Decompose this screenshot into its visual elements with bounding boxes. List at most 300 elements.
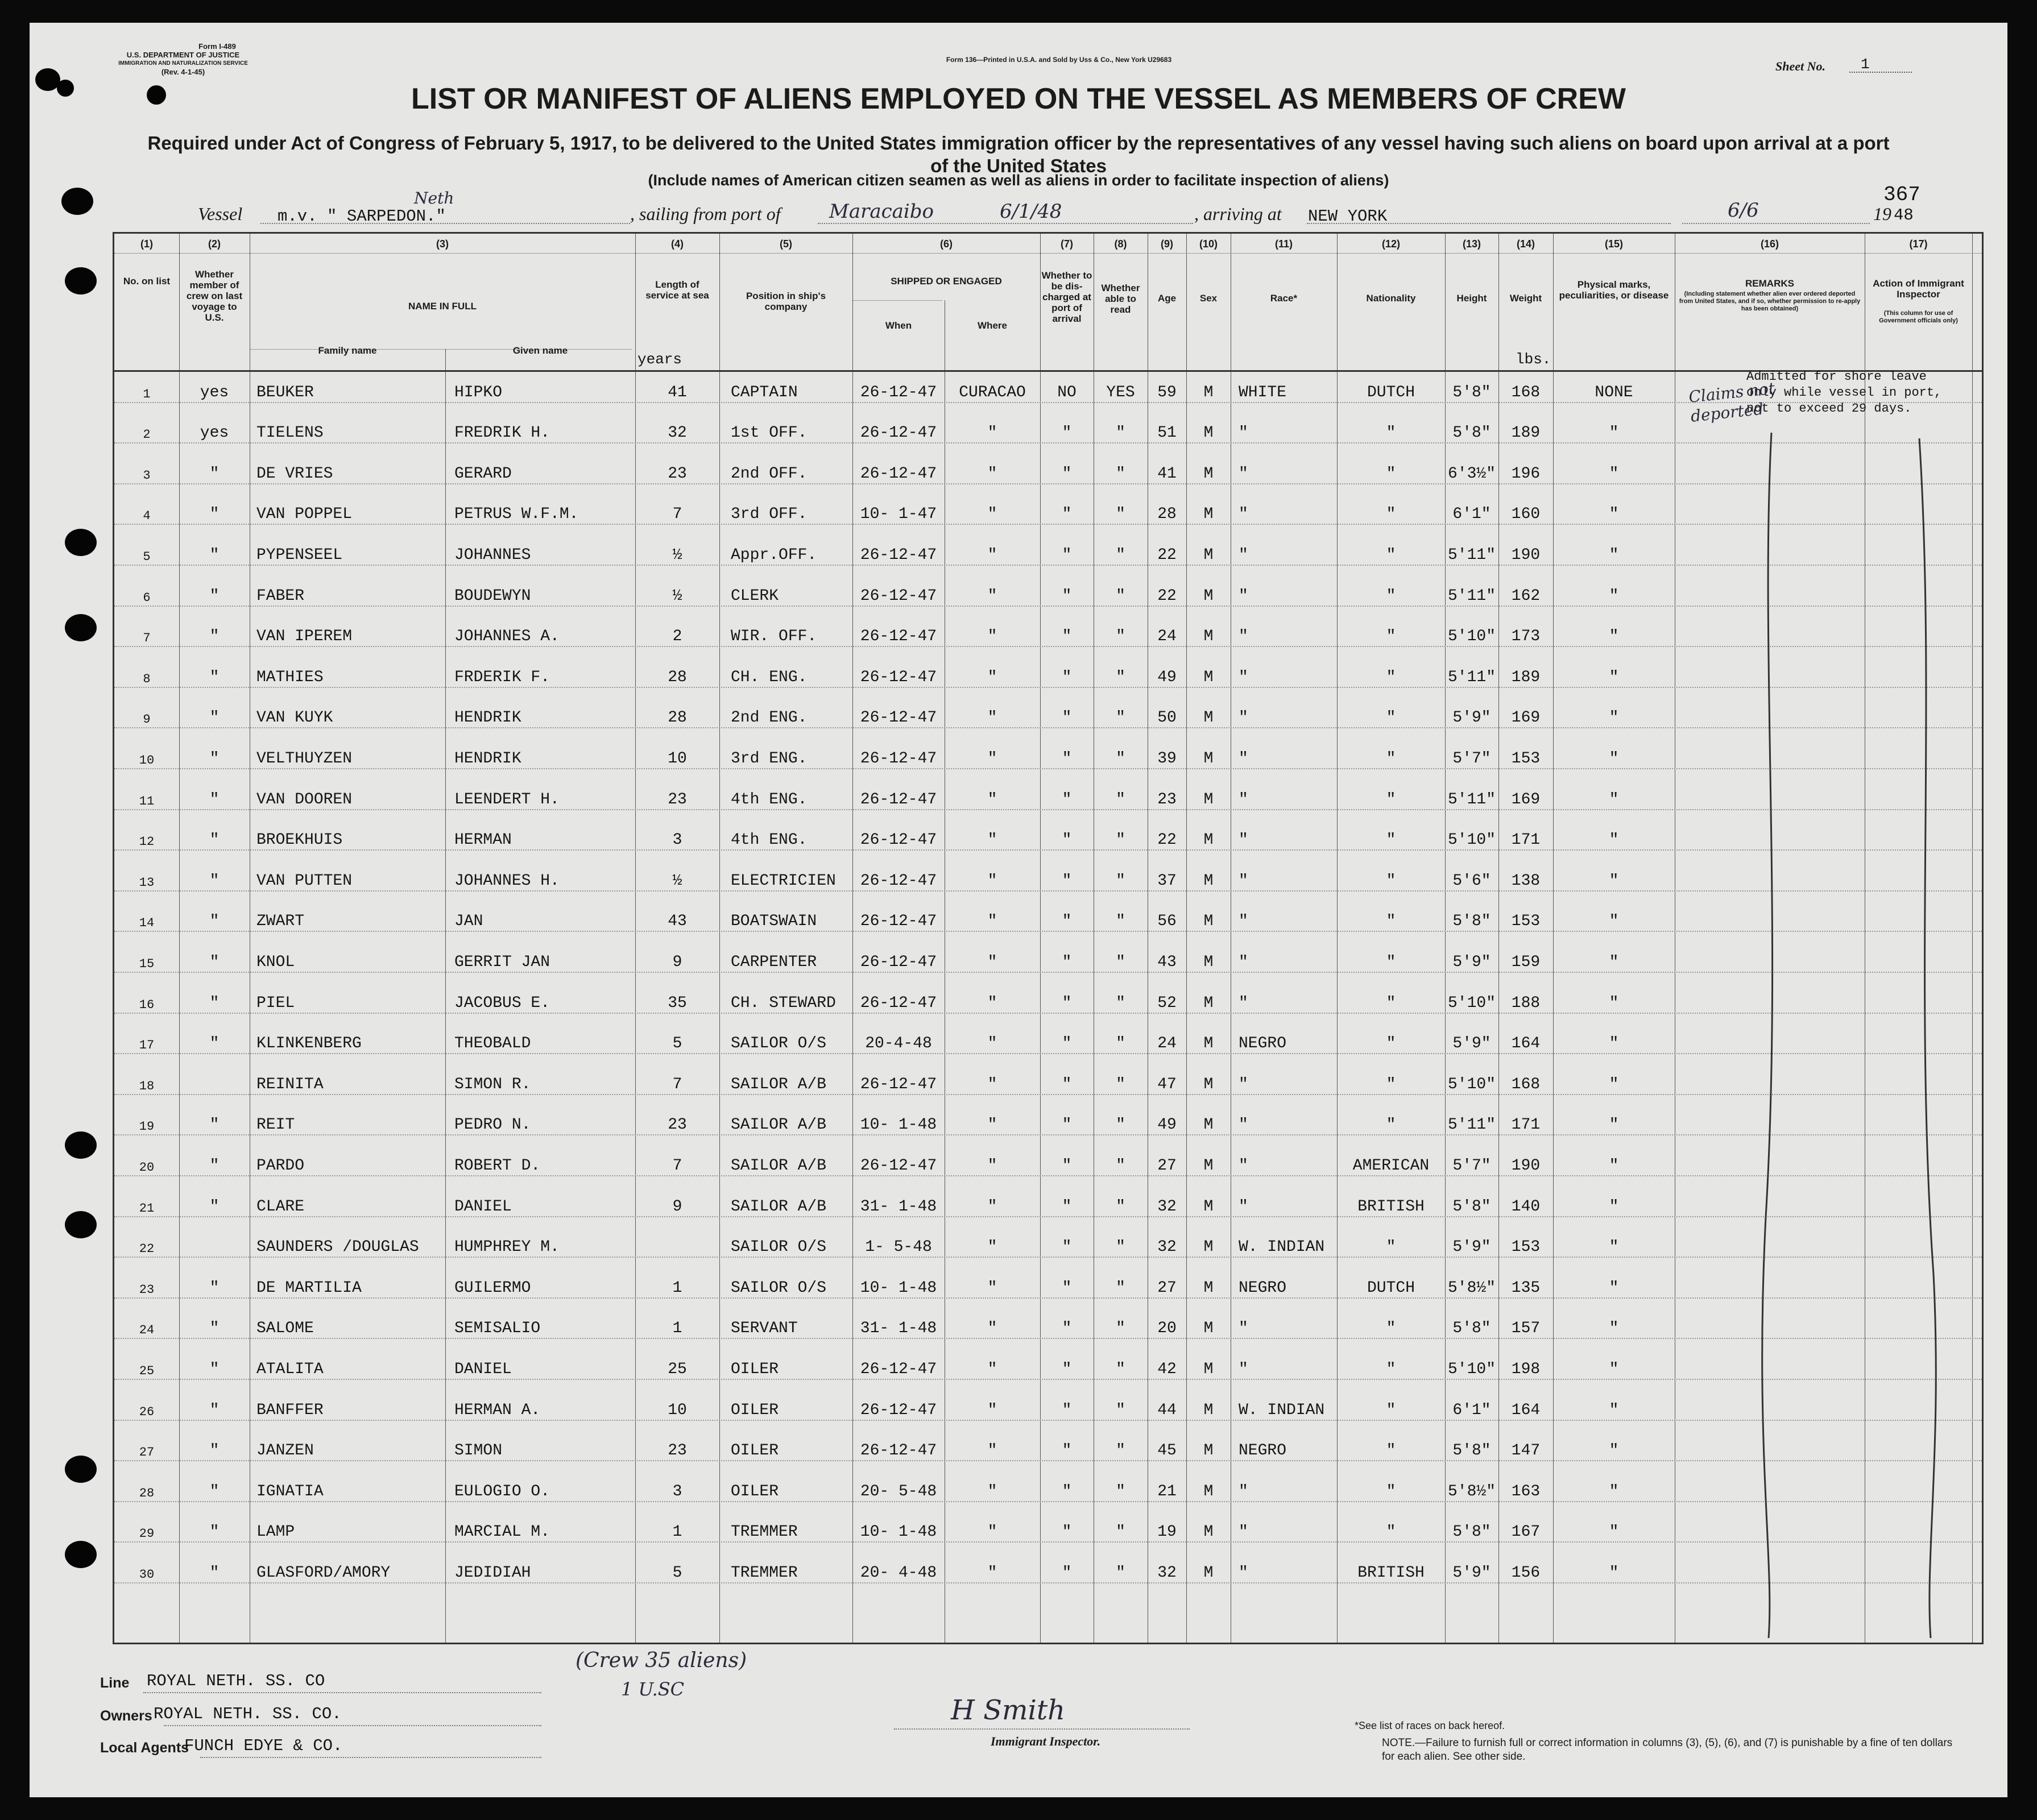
weight: 157: [1511, 1320, 1541, 1338]
shipped-when: 26-12-47: [860, 587, 937, 605]
owners-value: ROYAL NETH. SS. CO.: [154, 1705, 342, 1723]
age: 52: [1157, 994, 1177, 1012]
sex: M: [1203, 1279, 1214, 1297]
nationality: ": [1386, 709, 1396, 727]
shipped-where: ": [987, 953, 997, 971]
row-number: 12: [139, 835, 155, 849]
given-name: HERMAN A.: [454, 1401, 541, 1419]
crew-count-note: (Crew 35 aliens): [576, 1649, 747, 1672]
height: 5'8": [1452, 1442, 1491, 1460]
weight: 159: [1511, 953, 1541, 971]
sex: M: [1203, 1156, 1214, 1175]
service-years: 3: [672, 831, 682, 849]
service-years: 10: [668, 749, 687, 768]
given-name: DANIEL: [454, 1197, 512, 1216]
nationality: ": [1386, 1442, 1396, 1460]
departure-date: 6/1/48: [1000, 200, 1062, 223]
row-number: 2: [143, 428, 151, 442]
shipped-when: 26-12-47: [860, 465, 937, 483]
given-name: HIPKO: [454, 383, 503, 401]
able-to-read: ": [1116, 831, 1125, 849]
header-inspector-action: Action of Immigrant Inspector: [1873, 278, 1964, 300]
physical-marks: ": [1609, 1401, 1619, 1419]
weight: 169: [1511, 709, 1541, 727]
height: 5'10": [1447, 1075, 1496, 1093]
row-number: 26: [139, 1404, 155, 1419]
last-voyage: ": [209, 1035, 220, 1053]
races-note: *See list of races on back hereof.: [1355, 1720, 1505, 1731]
race: ": [1239, 1320, 1248, 1338]
shipped-when: 26-12-47: [860, 668, 937, 686]
shipped-where: ": [987, 465, 997, 483]
physical-marks: ": [1609, 1116, 1619, 1134]
sex: M: [1203, 1523, 1214, 1541]
row-number: 22: [139, 1242, 155, 1257]
position: SERVANT: [731, 1320, 798, 1338]
discharged: ": [1062, 1320, 1072, 1338]
row-number: 11: [139, 794, 155, 809]
family-name: BEUKER: [256, 383, 314, 401]
given-name: SIMON R.: [454, 1075, 531, 1093]
shipped-where: ": [987, 872, 997, 890]
age: 37: [1157, 872, 1177, 890]
physical-marks: NONE: [1595, 383, 1633, 401]
row-number: 15: [139, 956, 155, 971]
header-where: Where: [978, 320, 1007, 331]
given-name: ROBERT D.: [454, 1156, 541, 1175]
sex: M: [1203, 749, 1214, 768]
form-title: LIST OR MANIFEST OF ALIENS EMPLOYED ON THE VESSEL AS MEMBERS OF CREW: [411, 82, 1626, 115]
position: SAILOR A/B: [731, 1116, 827, 1134]
nationality: ": [1386, 1320, 1396, 1338]
shipped-where: ": [987, 994, 997, 1012]
service-years: 23: [668, 1442, 687, 1460]
physical-marks: ": [1609, 465, 1619, 483]
row-number: 7: [143, 631, 151, 646]
nationality: ": [1386, 790, 1396, 809]
height: 5'8": [1452, 913, 1491, 931]
nationality: ": [1386, 1360, 1396, 1378]
row-number: 5: [143, 549, 151, 564]
nationality: BRITISH: [1357, 1564, 1425, 1582]
able-to-read: ": [1116, 465, 1125, 483]
height: 6'1": [1452, 505, 1491, 524]
able-to-read: ": [1116, 872, 1125, 890]
given-name: PEDRO N.: [454, 1116, 531, 1134]
col-num-7: (7): [1061, 238, 1073, 250]
weight: 153: [1511, 749, 1541, 768]
given-name: JAN: [454, 913, 483, 931]
family-name: JANZEN: [256, 1442, 314, 1460]
nationality: ": [1386, 913, 1396, 931]
position: 3rd OFF.: [731, 505, 808, 524]
punch-hole: [65, 529, 97, 556]
service-years: 23: [668, 465, 687, 483]
physical-marks: ": [1609, 546, 1619, 564]
discharged: ": [1062, 749, 1072, 768]
physical-marks: ": [1609, 1075, 1619, 1093]
shipped-where: ": [987, 1279, 997, 1297]
physical-marks: ": [1609, 953, 1619, 971]
row-number: 28: [139, 1486, 155, 1500]
given-name: JEDIDIAH: [454, 1564, 531, 1582]
able-to-read: ": [1116, 1482, 1125, 1500]
service-years: 43: [668, 913, 687, 931]
shipped-where: ": [987, 424, 997, 442]
arrival-port: NEW YORK: [1308, 207, 1388, 226]
race: ": [1239, 1360, 1248, 1378]
race: ": [1239, 465, 1248, 483]
weight: 198: [1511, 1360, 1541, 1378]
age: 51: [1157, 424, 1177, 442]
race: WHITE: [1239, 383, 1287, 401]
service-years: 2: [672, 628, 682, 646]
height: 5'7": [1452, 1156, 1491, 1175]
weight: 140: [1511, 1197, 1541, 1216]
last-voyage: ": [209, 994, 220, 1012]
sex: M: [1203, 913, 1214, 931]
weight: 168: [1511, 383, 1541, 401]
physical-marks: ": [1609, 1156, 1619, 1175]
discharged: ": [1062, 1156, 1072, 1175]
discharged: ": [1062, 709, 1072, 727]
family-name: LAMP: [256, 1523, 295, 1541]
given-name: JOHANNES H.: [454, 872, 560, 890]
page-number: 367: [1883, 183, 1920, 206]
shipped-where: CURACAO: [959, 383, 1026, 401]
service-years: 41: [668, 383, 687, 401]
shipped-where: ": [987, 1320, 997, 1338]
race: NEGRO: [1239, 1279, 1287, 1297]
given-name: GUILERMO: [454, 1279, 531, 1297]
nationality: DUTCH: [1367, 383, 1415, 401]
sex: M: [1203, 1035, 1214, 1053]
shipped-where: ": [987, 1360, 997, 1378]
last-voyage: ": [209, 1360, 220, 1378]
nationality: AMERICAN: [1352, 1156, 1430, 1175]
nationality: ": [1386, 465, 1396, 483]
able-to-read: ": [1116, 994, 1125, 1012]
able-to-read: YES: [1106, 383, 1135, 401]
shipped-where: ": [987, 913, 997, 931]
nationality: ": [1386, 1401, 1396, 1419]
header-family-name: Family name: [318, 345, 377, 356]
discharged: ": [1062, 628, 1072, 646]
nationality: ": [1386, 749, 1396, 768]
sex: M: [1203, 831, 1214, 849]
agents-value: FUNCH EDYE & CO.: [184, 1736, 343, 1755]
race: ": [1239, 994, 1248, 1012]
departure-port: Maracaibo: [829, 200, 934, 223]
shipped-where: ": [987, 790, 997, 809]
shipped-where: ": [987, 749, 997, 768]
shipped-where: ": [987, 1238, 997, 1257]
shipped-when: 26-12-47: [860, 831, 937, 849]
manifest-sheet: [30, 23, 2007, 1797]
sex: M: [1203, 587, 1214, 605]
weight: 153: [1511, 1238, 1541, 1257]
last-voyage: ": [209, 505, 220, 524]
age: 56: [1157, 913, 1177, 931]
sex: M: [1203, 1116, 1214, 1134]
service-years: 28: [668, 709, 687, 727]
header-lbs-unit: lbs.: [1516, 351, 1551, 368]
given-name: JOHANNES: [454, 546, 531, 564]
able-to-read: ": [1116, 709, 1125, 727]
sex: M: [1203, 1075, 1214, 1093]
race: ": [1239, 668, 1248, 686]
discharged: ": [1062, 831, 1072, 849]
discharged: ": [1062, 1401, 1072, 1419]
service-years: 9: [672, 1197, 682, 1216]
nationality: ": [1386, 872, 1396, 890]
shipped-when: 10- 1-48: [860, 1116, 937, 1134]
shipped-where: ": [987, 831, 997, 849]
owners-label: Owners: [100, 1708, 152, 1724]
nationality: ": [1386, 628, 1396, 646]
weight: 168: [1511, 1075, 1541, 1093]
row-number: 1: [143, 387, 151, 401]
line-label: Line: [100, 1675, 130, 1691]
position: SAILOR O/S: [731, 1279, 827, 1297]
discharged: ": [1062, 668, 1072, 686]
service-years: ½: [672, 587, 682, 605]
weight: 171: [1511, 1116, 1541, 1134]
given-name: LEENDERT H.: [454, 790, 560, 809]
height: 5'11": [1447, 790, 1496, 809]
able-to-read: ": [1116, 587, 1125, 605]
position: OILER: [731, 1401, 779, 1419]
header-remarks: REMARKS: [1745, 278, 1794, 289]
shipped-where: ": [987, 1401, 997, 1419]
header-remarks-note: (Including statement whether alien ever ordered deported from United States, and if so, whether permission to re-apply has been obtained): [1679, 291, 1861, 312]
able-to-read: ": [1116, 1197, 1125, 1216]
sex: M: [1203, 1482, 1214, 1500]
age: 50: [1157, 709, 1177, 727]
shipped-when: 10- 1-48: [860, 1279, 937, 1297]
nationality: ": [1386, 1116, 1396, 1134]
revision-date: (Rev. 4-1-45): [161, 68, 205, 76]
header-discharged: Whether to be dis-charged at port of arrival: [1041, 270, 1092, 324]
col-num-12: (12): [1381, 238, 1400, 250]
shipped-where: ": [987, 709, 997, 727]
weight: 135: [1511, 1279, 1541, 1297]
last-voyage: ": [209, 872, 220, 890]
shipped-when: 26-12-47: [860, 1442, 937, 1460]
physical-marks: ": [1609, 994, 1619, 1012]
physical-marks: ": [1609, 1442, 1619, 1460]
given-name: EULOGIO O.: [454, 1482, 550, 1500]
height: 5'8½": [1447, 1482, 1496, 1500]
sex: M: [1203, 1442, 1214, 1460]
race: W. INDIAN: [1239, 1238, 1325, 1257]
height: 5'11": [1447, 1116, 1496, 1134]
nationality: ": [1386, 1523, 1396, 1541]
physical-marks: ": [1609, 587, 1619, 605]
last-voyage: ": [209, 628, 220, 646]
last-voyage: ": [209, 831, 220, 849]
discharged: ": [1062, 546, 1072, 564]
physical-marks: ": [1609, 1279, 1619, 1297]
shipped-when: 26-12-47: [860, 749, 937, 768]
header-given-name: Given name: [512, 345, 568, 356]
race: ": [1239, 1482, 1248, 1500]
last-voyage: ": [209, 1320, 220, 1338]
service-years: 32: [668, 424, 687, 442]
height: 5'10": [1447, 831, 1496, 849]
last-voyage: ": [209, 668, 220, 686]
family-name: IGNATIA: [256, 1482, 324, 1500]
physical-marks: ": [1609, 424, 1619, 442]
sheet-number: 1: [1861, 56, 1870, 73]
able-to-read: ": [1116, 1238, 1125, 1257]
age: 22: [1157, 831, 1177, 849]
last-voyage: yes: [200, 424, 229, 442]
service-years: 5: [672, 1035, 682, 1053]
able-to-read: ": [1116, 1116, 1125, 1134]
nationality: ": [1386, 587, 1396, 605]
header-inspector-note: (This column for use of Government officials only): [1879, 310, 1958, 324]
year-prefix: 19: [1873, 204, 1891, 224]
row-number: 23: [139, 1282, 155, 1297]
row-number: 4: [143, 509, 151, 524]
last-voyage: ": [209, 1401, 220, 1419]
position: 2nd ENG.: [731, 709, 808, 727]
weight: 153: [1511, 913, 1541, 931]
given-name: HENDRIK: [454, 709, 521, 727]
form-number: Form I-489: [198, 42, 236, 51]
able-to-read: ": [1116, 1279, 1125, 1297]
age: 19: [1157, 1523, 1177, 1541]
age: 24: [1157, 628, 1177, 646]
physical-marks: ": [1609, 749, 1619, 768]
height: 5'11": [1447, 587, 1496, 605]
shipped-when: 26-12-47: [860, 953, 937, 971]
race: ": [1239, 546, 1248, 564]
age: 59: [1157, 383, 1177, 401]
position: OILER: [731, 1360, 779, 1378]
row-number: 13: [139, 875, 155, 890]
last-voyage: ": [209, 953, 220, 971]
height: 5'10": [1447, 994, 1496, 1012]
age: 28: [1157, 505, 1177, 524]
family-name: MATHIES: [256, 668, 324, 686]
header-age: Age: [1157, 293, 1177, 304]
last-voyage: ": [209, 1482, 220, 1500]
weight: 164: [1511, 1035, 1541, 1053]
row-number: 18: [139, 1079, 155, 1093]
height: 6'1": [1452, 1401, 1491, 1419]
sex: M: [1203, 790, 1214, 809]
nationality: BRITISH: [1357, 1197, 1425, 1216]
shipped-when: 31- 1-48: [860, 1320, 937, 1338]
family-name: KLINKENBERG: [256, 1035, 362, 1053]
last-voyage: ": [209, 587, 220, 605]
last-voyage: ": [209, 790, 220, 809]
sex: M: [1203, 628, 1214, 646]
given-name: FRDERIK F.: [454, 668, 550, 686]
weight: 162: [1511, 587, 1541, 605]
family-name: VAN DOOREN: [256, 790, 353, 809]
position: WIR. OFF.: [731, 628, 817, 646]
shipped-when: 26-12-47: [860, 1401, 937, 1419]
punch-hole: [65, 1456, 97, 1483]
height: 5'8": [1452, 1320, 1491, 1338]
age: 22: [1157, 587, 1177, 605]
weight: 196: [1511, 465, 1541, 483]
service-years: 3: [672, 1482, 682, 1500]
given-name: HENDRIK: [454, 749, 521, 768]
row-number: 25: [139, 1363, 155, 1378]
shipped-when: 10- 1-48: [860, 1523, 937, 1541]
given-name: GERARD: [454, 465, 512, 483]
given-name: PETRUS W.F.M.: [454, 505, 579, 524]
header-height: Height: [1456, 293, 1487, 304]
height: 5'8": [1452, 1197, 1491, 1216]
last-voyage: ": [209, 465, 220, 483]
nationality: ": [1386, 668, 1396, 686]
header-able-to-read: Whether able to read: [1101, 283, 1140, 315]
sex: M: [1203, 1238, 1214, 1257]
age: 27: [1157, 1279, 1177, 1297]
service-years: 5: [672, 1564, 682, 1582]
physical-marks: ": [1609, 668, 1619, 686]
nationality: ": [1386, 1035, 1396, 1053]
service-years: 23: [668, 790, 687, 809]
physical-marks: ": [1609, 1360, 1619, 1378]
include-note: (Include names of American citizen seamen as well as aliens in order to facilitate inspection of aliens): [648, 172, 1389, 189]
given-name: THEOBALD: [454, 1035, 531, 1053]
nationality: ": [1386, 1075, 1396, 1093]
height: 5'11": [1447, 668, 1496, 686]
shipped-when: 26-12-47: [860, 1075, 937, 1093]
last-voyage: ": [209, 1442, 220, 1460]
col-num-17: (17): [1909, 238, 1928, 250]
race: ": [1239, 1197, 1248, 1216]
sex: M: [1203, 1401, 1214, 1419]
shipped-where: ": [987, 546, 997, 564]
row-number: 3: [143, 468, 151, 483]
race: NEGRO: [1239, 1442, 1287, 1460]
race: ": [1239, 587, 1248, 605]
height: 5'9": [1452, 709, 1491, 727]
position: 1st OFF.: [731, 424, 808, 442]
weight: 163: [1511, 1482, 1541, 1500]
race: ": [1239, 424, 1248, 442]
sex: M: [1203, 1320, 1214, 1338]
department-name: U.S. DEPARTMENT OF JUSTICE: [126, 51, 240, 59]
family-name: VAN KUYK: [256, 709, 333, 727]
header-name-in-full: NAME IN FULL: [408, 301, 477, 312]
form-id-block: [98, 42, 268, 76]
physical-marks: ": [1609, 1482, 1619, 1500]
physical-marks: ": [1609, 872, 1619, 890]
sex: M: [1203, 1564, 1214, 1582]
shipped-when: 31- 1-48: [860, 1197, 937, 1216]
sex: M: [1203, 872, 1214, 890]
weight: 190: [1511, 546, 1541, 564]
height: 5'11": [1447, 546, 1496, 564]
inspector-signature: H Smith: [951, 1694, 1066, 1726]
line-value: ROYAL NETH. SS. CO: [147, 1672, 325, 1690]
service-years: 28: [668, 668, 687, 686]
given-name: BOUDEWYN: [454, 587, 531, 605]
given-name: SIMON: [454, 1442, 503, 1460]
service-years: ½: [672, 872, 682, 890]
service-years: 25: [668, 1360, 687, 1378]
race: NEGRO: [1239, 1035, 1287, 1053]
race: ": [1239, 1116, 1248, 1134]
